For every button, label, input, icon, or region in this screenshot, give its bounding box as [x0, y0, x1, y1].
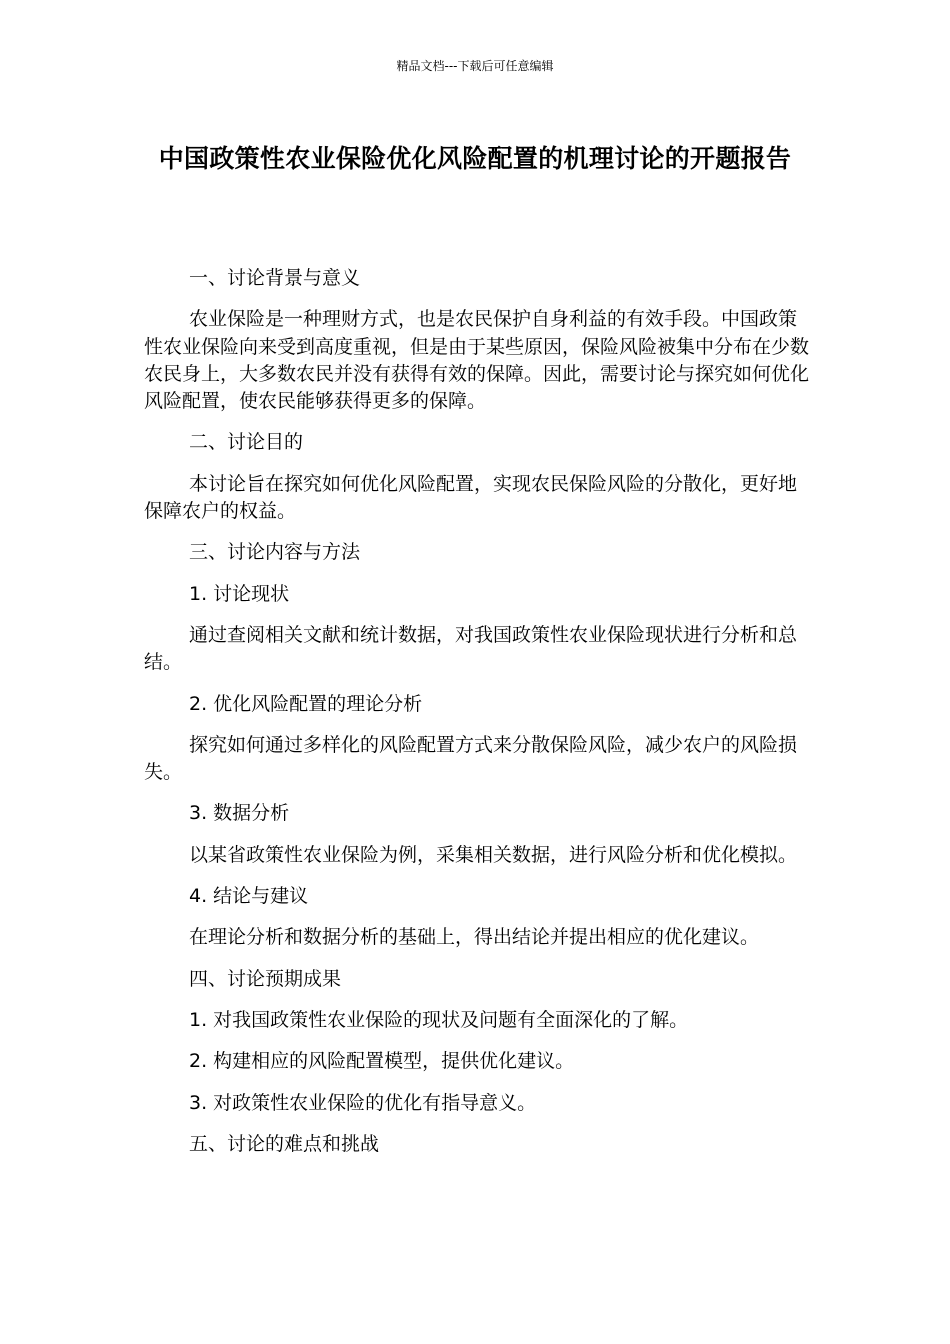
section-heading: 四、讨论预期成果: [189, 967, 342, 990]
subsection-heading: 2. 优化风险配置的理论分析: [189, 692, 423, 715]
document-body: [144, 265, 809, 1172]
body-paragraph: 在理论分析和数据分析的基础上，得出结论并提出相应的优化建议。: [189, 926, 760, 949]
list-item: 3. 对政策性农业保险的优化有指导意义。: [189, 1091, 537, 1114]
section-heading: 三、讨论内容与方法: [189, 541, 361, 564]
body-paragraph: 通过查阅相关文献和统计数据，对我国政策性农业保险现状进行分析和总结。: [144, 623, 798, 674]
page-header: 精品文档---下载后可任意编辑: [396, 59, 554, 73]
subsection-heading: 3. 数据分析: [189, 802, 290, 825]
section-heading: 二、讨论目的: [189, 431, 304, 454]
body-paragraph: 本讨论旨在探究如何优化风险配置，实现农民保险风险的分散化，更好地保障农户的权益。: [144, 472, 798, 523]
list-item: 1. 对我国政策性农业保险的现状及问题有全面深化的了解。: [189, 1008, 689, 1031]
body-paragraph: 农业保险是一种理财方式，也是农民保护自身利益的有效手段。中国政策性农业保险向来受到高度重视，但是由于某些原因，保险风险被集中分布在少数农民身上，大多数农民并没有获得有效的保障。因此，需要讨论与探究如何优化风险配置，使农民能够获得更多的保障。: [144, 308, 810, 413]
subsection-heading: 4. 结论与建议: [189, 885, 309, 908]
list-item: 2. 构建相应的风险配置模型，提供优化建议。: [189, 1050, 575, 1073]
subsection-heading: 1. 讨论现状: [189, 582, 290, 605]
document-title: 中国政策性农业保险优化风险配置的机理讨论的开题报告: [158, 144, 792, 173]
body-paragraph: 以某省政策性农业保险为例，采集相关数据，进行风险分析和优化模拟。: [189, 843, 798, 866]
section-heading: 五、讨论的难点和挑战: [189, 1132, 380, 1155]
section-heading: 一、讨论背景与意义: [189, 267, 361, 289]
body-paragraph: 探究如何通过多样化的风险配置方式来分散保险风险，减少农户的风险损失。: [144, 733, 798, 784]
